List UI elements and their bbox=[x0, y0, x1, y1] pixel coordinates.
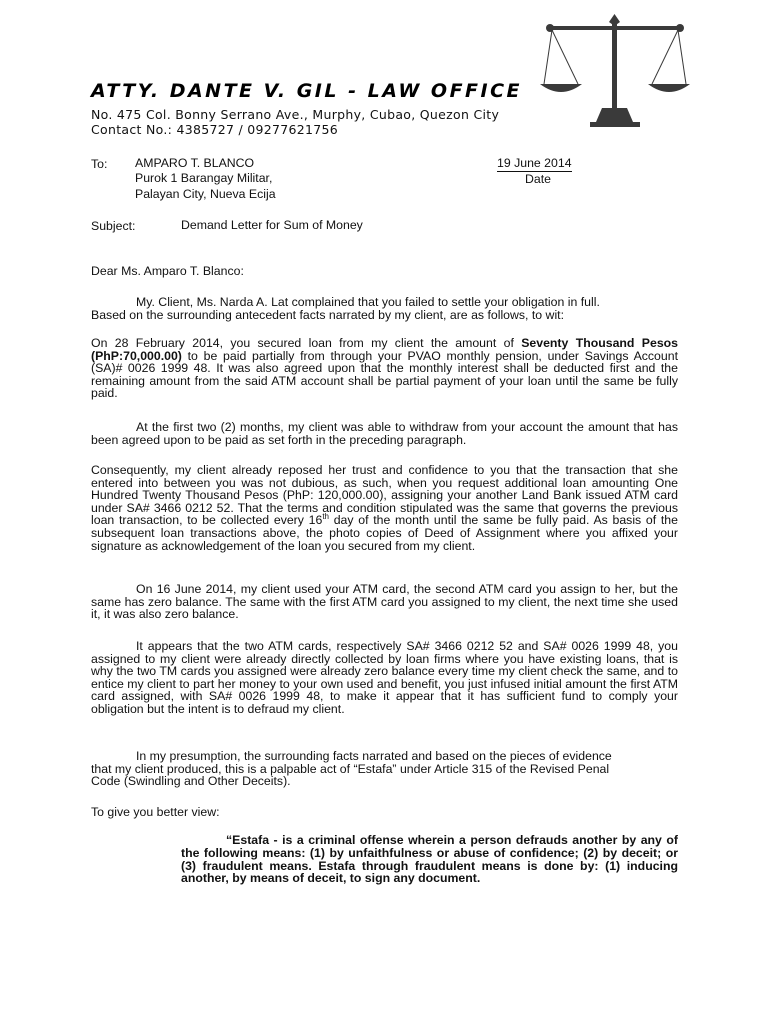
law-office-title: ATTY. DANTE V. GIL - LAW OFFICE bbox=[91, 80, 523, 102]
salutation: Dear Ms. Amparo T. Blanco: bbox=[91, 264, 244, 278]
scales-of-justice-icon bbox=[540, 10, 690, 130]
recipient-name: AMPARO T. BLANCO bbox=[135, 156, 255, 170]
date-label: Date bbox=[525, 172, 551, 186]
paragraph-4: Consequently, my client already reposed her trust and confidence to you that the transaction that she entered into between you was not dubious, as such, when you request additional loan amounting One Hundred Twenty Thousand Pesos (PhP: 120,000.00), assigning your another Land Bank issued ATM card under SA# 3466 0212 52. That the terms and condition stipulated was the same that governs the previous loan transaction, to be collected every 16th day of the month until the same be fully paid. As basis of the subsequent loan transactions above, the photo copies of Deed of Assignment where you affixed your signature as acknowledgement of the loan you secured from my client. bbox=[91, 463, 678, 553]
subject-label: Subject: bbox=[91, 219, 136, 233]
estafa-definition-quote: “Estafa - is a criminal offense wherein a person defrauds another by any of the following means: (1) by unfaithfulness or abuse of confidence; (2) by deceit; or (3) fraudulent means. Estafa through fraudulent means is done by: (1) inducing another, by means of deceit, to sign any document. bbox=[181, 833, 678, 886]
paragraph-5: On 16 June 2014, my client used your ATM card, the second ATM card you assign to her, but the same has zero balance. The same with the first ATM card you assigned to my client, the next time she used it, it was also zero balance. bbox=[91, 582, 678, 622]
letter-date: 19 June 2014 bbox=[497, 156, 572, 170]
paragraph-7: In my presumption, the surrounding facts narrated and based on the pieces of evidence that my client produced, this is a palpable act of “Estafa” under Article 315 of the Revised Penal Code (Swindling and Other Deceits). bbox=[91, 749, 612, 789]
office-address: No. 475 Col. Bonny Serrano Ave., Murphy, Cubao, Quezon City bbox=[91, 107, 500, 122]
recipient-address-line2: Palayan City, Nueva Ecija bbox=[135, 187, 276, 201]
paragraph-2: On 28 February 2014, you secured loan from my client the amount of Seventy Thousand Pesos (PhP:70,000.00) to be paid partially from through your PVAO monthly pension, under Savings Account (SA)# 0026 1999 48. It was also agreed upon that the monthly interest shall be deducted first and the remaining amount from the said ATM account shall be partial payment of your loan until the same be fully paid. bbox=[91, 336, 679, 401]
subject-text: Demand Letter for Sum of Money bbox=[181, 218, 363, 232]
paragraph-3: At the first two (2) months, my client was able to withdraw from your account the amount that has been agreed upon to be paid as set forth in the preceding paragraph. bbox=[91, 420, 678, 447]
paragraph-6: It appears that the two ATM cards, respectively SA# 3466 0212 52 and SA# 0026 1999 48, you assigned to my client were already directly collected by loan firms where you have existing loans, that is why the two TM cards you assigned were already zero balance every time my client check the same, and to entice my client to part her money to your own used and benefit, you just infused initial amount the first ATM card assigned, with SA# 0026 1999 48, to make it appear that it has sufficient fund to comply your obligation but the intent is to defraud my client. bbox=[91, 639, 678, 716]
recipient-address-line1: Purok 1 Barangay Militar, bbox=[135, 171, 273, 185]
paragraph-8: To give you better view: bbox=[91, 805, 220, 819]
office-contact: Contact No.: 4385727 / 09277621756 bbox=[91, 122, 339, 137]
paragraph-1: My. Client, Ms. Narda A. Lat complained that you failed to settle your obligation in full. Based on the surrounding antecedent facts narrated by my client, are as follows, to wit: bbox=[91, 295, 600, 322]
to-label: To: bbox=[91, 157, 108, 171]
